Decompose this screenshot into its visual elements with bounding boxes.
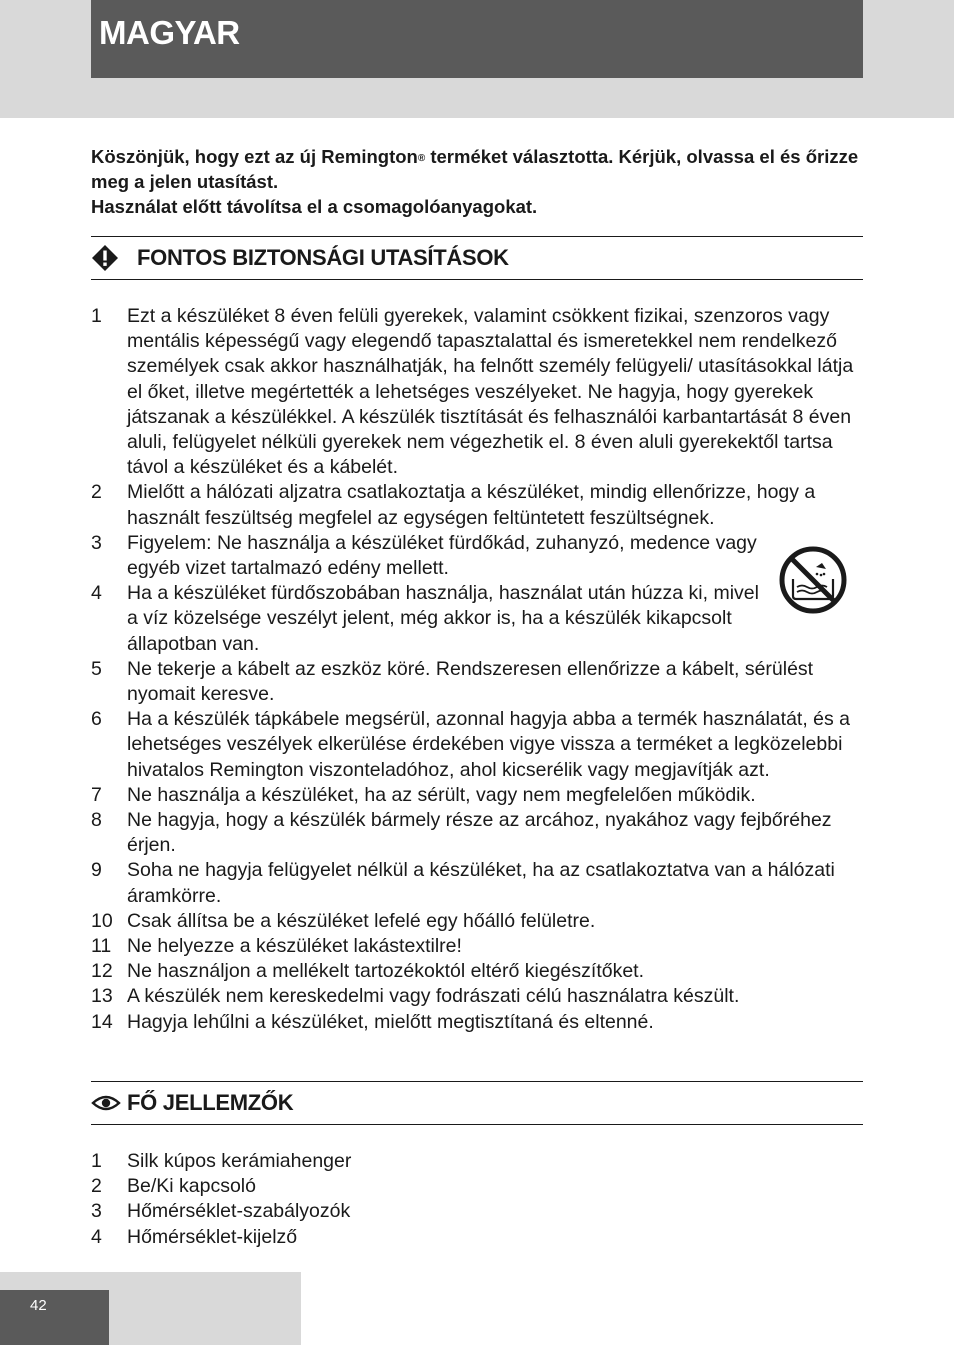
list-item: 1 Ezt a készüléket 8 éven felüli gyerekek, valamint csökkent fizikai, szenzoros vagy mentális képességű vagy elegendő tapasztalattal és ismeretekkel nem rendelkező személyek csak akkor használhatják, ha felnőtt személy felügyeli/ utasításokkal látja el őket, illetve megértették a lehetséges veszélyeket. Ne hagyja, hogy gyerekek játszanak a készülékkel. A készülék tisztítását és felhasználói karbantartását 8 éven aluli, felügyelet nélküli gyerekek nem végezhetik el. 8 éven aluli gyerekektől tartsa távol a készüléket és a kábelét. (91, 305, 854, 479)
list-item: 4 Hőmérséklet-kijelző (91, 1225, 298, 1248)
list-item: 2 Mielőtt a hálózati aljzatra csatlakoztatja a készüléket, mindig ellenőrizze, hogy a használt feszültség megfelel az egységen feltüntetett feszültségnek. (91, 481, 816, 529)
features-heading-label: FŐ JELLEMZŐK (127, 1090, 294, 1115)
safety-heading (91, 236, 863, 280)
title-bar (91, 0, 863, 78)
list-item: 3 Hőmérséklet-szabályozók (91, 1200, 351, 1223)
page-title: MAGYAR (99, 14, 240, 51)
features-list (91, 1149, 863, 1250)
safety-list (91, 304, 863, 1035)
list-item: 10 Csak állítsa be a készüléket lefelé egy hőálló felületre. (91, 909, 596, 932)
list-item: 7 Ne használja a készüléket, ha az sérült, vagy nem megfelelően működik. (91, 783, 756, 806)
safety-heading-label: FONTOS BIZTONSÁGI UTASÍTÁSOK (137, 245, 509, 270)
intro-line-2: Használat előtt távolítsa el a csomagolóanyagokat. (91, 196, 538, 217)
list-item: 14 Hagyja lehűlni a készüléket, mielőtt megtisztítaná és eltenné. (91, 1010, 654, 1033)
list-item: 1 Silk kúpos kerámiahenger (91, 1150, 352, 1172)
list-item: 8 Ne hagyja, hogy a készülék bármely része az arcához, nyakához vagy fejbőréhez érjen. (91, 809, 832, 857)
list-item: 5 Ne tekerje a kábelt az eszköz köré. Rendszeresen ellenőrizze a kábelt, sérülést nyomait keresve. (91, 657, 814, 706)
eye-icon (91, 1093, 121, 1113)
list-item: 9 Soha ne hagyja felügyelet nélkül a készüléket, ha az csatlakoztatva van a hálózati áramkörre. (91, 859, 835, 907)
intro-line-1: Köszönjük, hogy ezt az új Remington® terméket választotta. Kérjük, olvassa el és őrizze meg a jelen utasítást. (91, 146, 859, 192)
list-item: 4 Ha a készüléket fürdőszobában használja, használat után húzza ki, mivel a víz közelsége veszélyt jelent, még akkor is, ha a készülék kikapcsolt állapotban van. (91, 582, 759, 655)
page-number-box (0, 1290, 109, 1345)
list-item: 12 Ne használjon a mellékelt tartozékoktól eltérő kiegészítőket. (91, 960, 645, 983)
registered-mark: ® (417, 153, 426, 164)
list-item: 6 Ha a készülék tápkábele megsérül, azonnal hagyja abba a termék használatát, és a lehetséges veszélyek elkerülése érdekében vigye vissza a terméket a legközelebbi hivatalos Remington viszonteladóhoz, ahol kicserélik vagy megjavítják azt. (91, 708, 851, 781)
page-number: 42 (30, 1297, 47, 1314)
no-water-icon (778, 545, 848, 615)
list-item: 11 Ne helyezze a készüléket lakástextilre! (91, 935, 462, 958)
list-item: 2 Be/Ki kapcsoló (91, 1175, 256, 1198)
intro-text (91, 144, 863, 219)
warning-diamond-icon (91, 244, 119, 272)
features-heading (91, 1081, 863, 1125)
list-item: 3 Figyelem: Ne használja a készüléket fürdőkád, zuhanyzó, medence vagy egyéb vizet tartalmazó edény mellett. (91, 531, 757, 580)
list-item: 13 A készülék nem kereskedelmi vagy fodrászati célú használatra készült. (91, 985, 740, 1008)
